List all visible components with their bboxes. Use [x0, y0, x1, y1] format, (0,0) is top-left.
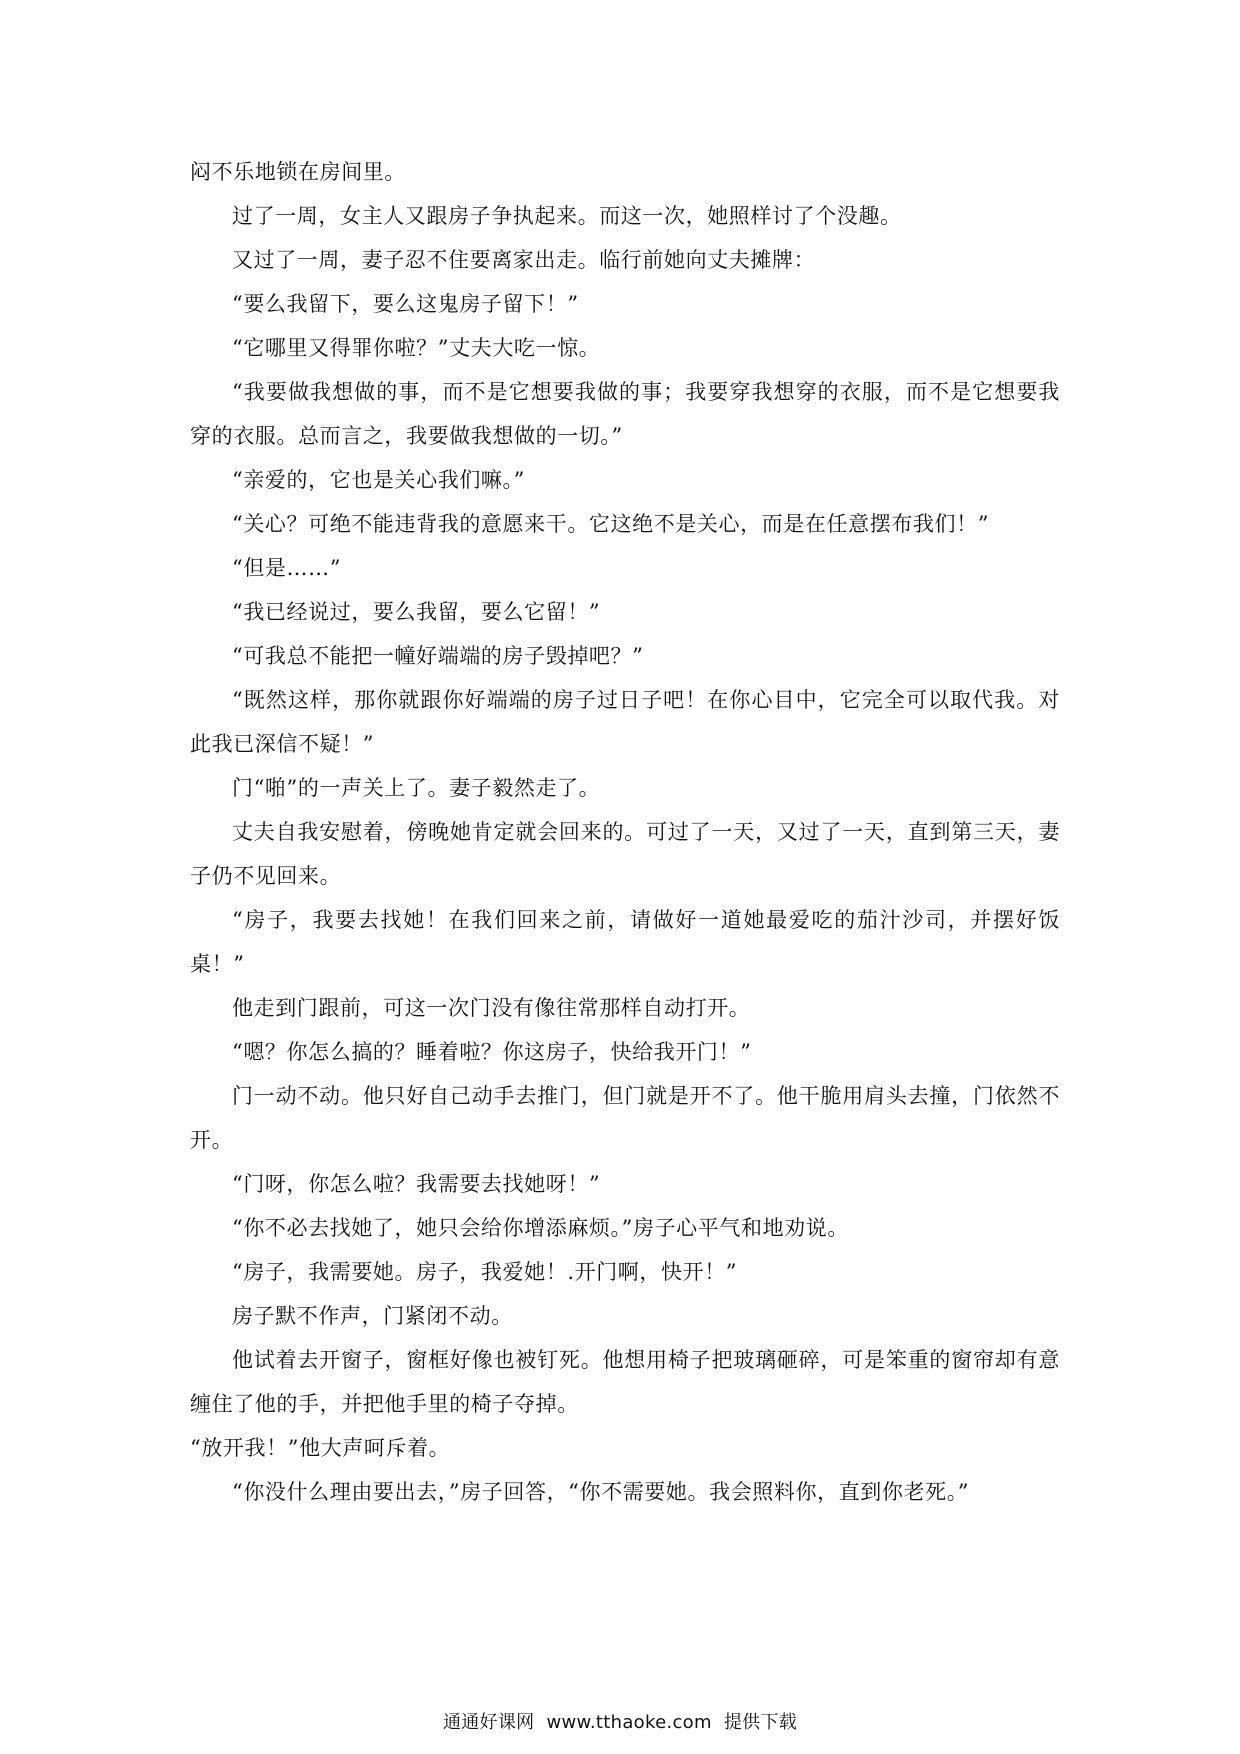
paragraph: 又过了一周，妻子忍不住要离家出走。临行前她向丈夫摊牌：: [232, 248, 816, 272]
footer-site-name: 通通好课网: [442, 1712, 535, 1733]
paragraph: “我要做我想做的事，而不是它想要我做的事；我要穿我想穿的衣服，而不是它想要我穿的衣服。总而言之，我要做我想做的一切。”: [190, 380, 1060, 448]
page-footer: [0, 1708, 1240, 1734]
paragraph: “房子，我需要她。房子，我爱她！.开门啊，快开！”: [232, 1260, 738, 1284]
paragraph: “我已经说过，要么我留，要么它留！”: [232, 600, 601, 624]
paragraph: “关心？可绝不能违背我的意愿来干。它这绝不是关心，而是在任意摆布我们！”: [232, 512, 990, 536]
paragraph: 门“啪”的一声关上了。妻子毅然走了。: [232, 776, 601, 800]
paragraph: 他走到门跟前，可这一次门没有像往常那样自动打开。: [232, 996, 751, 1020]
paragraph: “嗯？你怎么搞的？睡着啦？你这房子，快给我开门！”: [232, 1040, 752, 1064]
paragraph: “但是……”: [232, 556, 342, 580]
paragraph: “你没什么理由要出去，”房子回答，“你不需要她。我会照料你，直到你老死。”: [232, 1480, 970, 1504]
paragraph: “房子，我要去找她！在我们回来之前，请做好一道她最爱吃的茄汁沙司，并摆好饭桌！”: [190, 908, 1060, 976]
paragraph: 门一动不动。他只好自己动手去推门，但门就是开不了。他干脆用肩头去撞，门依然不开。: [190, 1084, 1060, 1152]
paragraph: 他试着去开窗子，窗框好像也被钉死。他想用椅子把玻璃砸碎，可是笨重的窗帘却有意缠住了他的手，并把他手里的椅子夺掉。: [190, 1348, 1060, 1416]
paragraph: 过了一周，女主人又跟房子争执起来。而这一次，她照样讨了个没趣。: [232, 204, 902, 228]
footer-url: www.tthaoke.com: [546, 1712, 712, 1733]
footer-suffix: 提供下载: [723, 1712, 798, 1733]
paragraph: “它哪里又得罪你啦？”丈夫大吃一惊。: [232, 336, 601, 360]
paragraph: 闷不乐地锁在房间里。: [190, 160, 406, 184]
paragraph: “亲爱的，它也是关心我们嘛。”: [232, 468, 525, 492]
paragraph: “你不必去找她了，她只会给你增添麻烦。”房子心平气和地劝说。: [232, 1216, 849, 1240]
paragraph: 房子默不作声，门紧闭不动。: [232, 1304, 513, 1328]
paragraph: “要么我留下，要么这鬼房子留下！”: [232, 292, 579, 316]
paragraph: “放开我！”他大声呵斥着。: [190, 1436, 451, 1460]
paragraph: “既然这样，那你就跟你好端端的房子过日子吧！在你心目中，它完全可以取代我。对此我已深信不疑！”: [190, 688, 1060, 756]
paragraph: 丈夫自我安慰着，傍晚她肯定就会回来的。可过了一天，又过了一天，直到第三天，妻子仍不见回来。: [190, 820, 1060, 888]
paragraph: “可我总不能把一幢好端端的房子毁掉吧？”: [232, 644, 644, 668]
paragraph: “门呀，你怎么啦？我需要去找她呀！”: [232, 1172, 601, 1196]
story-text: [190, 150, 1060, 1514]
